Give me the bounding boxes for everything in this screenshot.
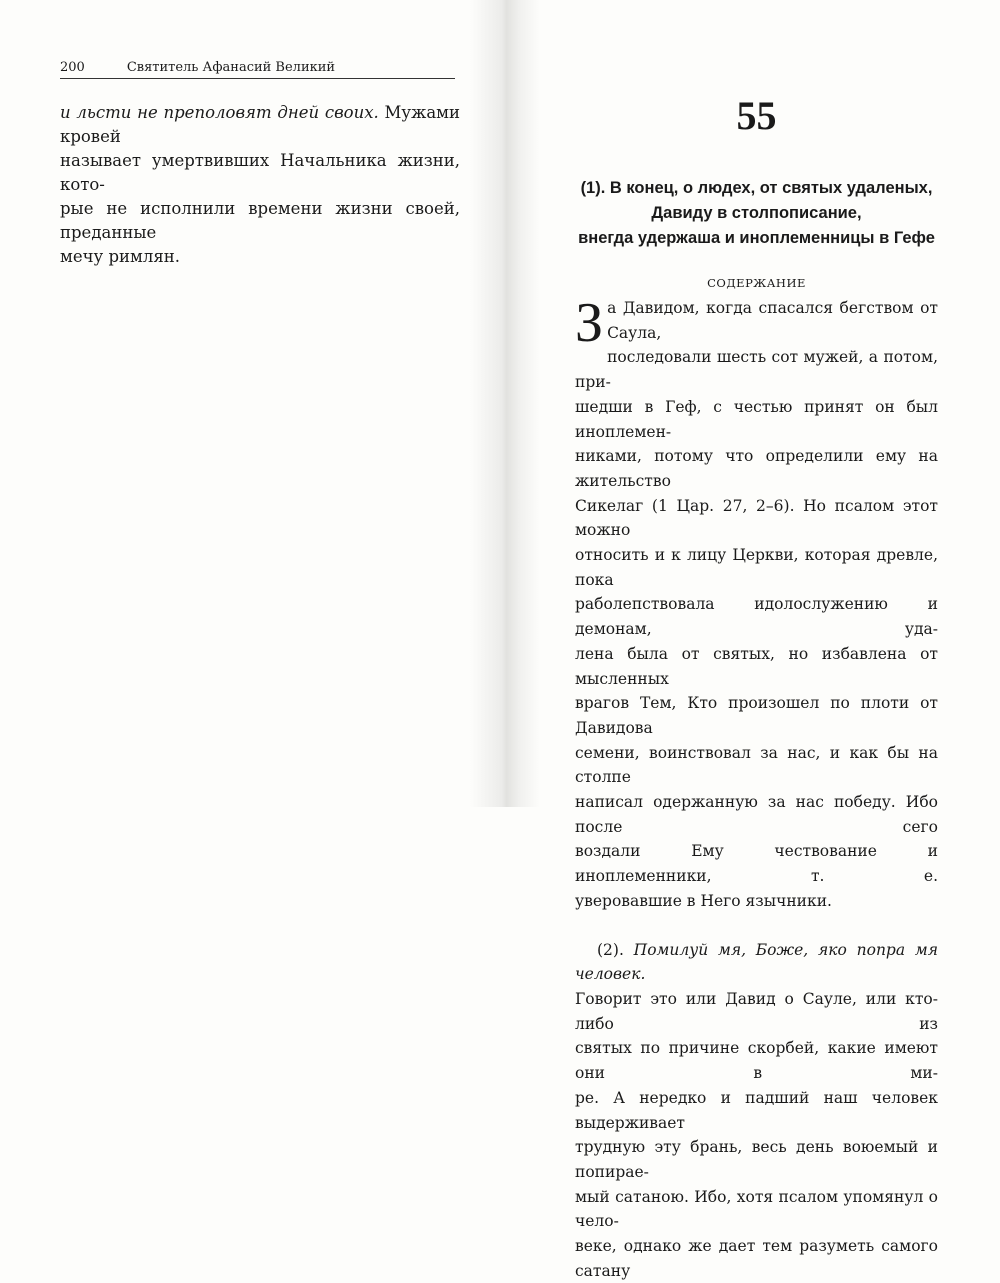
text-line: рые не исполнили времени жизни своей, преданные bbox=[60, 199, 460, 242]
paragraph-gap bbox=[575, 914, 938, 938]
contents-label: СОДЕРЖАНИЕ bbox=[707, 276, 806, 290]
text-line: шедши в Геф, с честью принят он был иноплемен- bbox=[575, 397, 938, 441]
title-line: Давиду в столпописание, bbox=[651, 204, 862, 222]
commentary-text bbox=[575, 292, 938, 1283]
text-line: трудную эту брань, весь день воюемый и попирае- bbox=[575, 1138, 938, 1181]
header-rule bbox=[60, 78, 455, 79]
text-line: раболепствовала идолослужению и демонам, уда- bbox=[575, 595, 938, 639]
text-line: никами, потому что определили ему на жительство bbox=[575, 447, 938, 490]
text-line: Говорит это или Давид о Сауле, или кто-либо из bbox=[575, 989, 938, 1033]
text-line: святых по причине скорбей, какие имеют они в ми- bbox=[575, 1039, 938, 1083]
text-line: мый сатаною. Ибо, хотя псалом упомянул о чело- bbox=[575, 1187, 938, 1231]
page-number: 200 bbox=[60, 60, 85, 75]
text-line: лена была от святых, но избавлена от мысленных bbox=[575, 644, 938, 688]
text-line: воздали Ему чествование и иноплеменники, т. е. bbox=[575, 842, 938, 886]
text-line: уверовавшие в Него язычники. bbox=[575, 891, 832, 910]
text-line: веке, однако же дает тем разуметь самого сатану bbox=[575, 1237, 938, 1280]
running-title: Святитель Афанасий Великий bbox=[126, 60, 336, 75]
text-line: последовали шесть сот мужей, а потом, при- bbox=[575, 348, 938, 392]
text-line: ре. А нередко и падший наш человек выдерживает bbox=[575, 1088, 938, 1132]
text-line: Сикелаг (1 Цар. 27, 2–6). Но псалом этот можно bbox=[575, 496, 938, 540]
left-page-text bbox=[60, 101, 460, 269]
book-gutter bbox=[470, 0, 540, 807]
text-line: относить и к лицу Церкви, которая древле, пока bbox=[575, 546, 938, 589]
running-head bbox=[60, 60, 460, 75]
text-line: семени, воинствовал за нас, и как бы на столпе bbox=[575, 743, 938, 787]
text-line: а Давидом, когда спасался бегством от Саула, bbox=[607, 299, 938, 342]
drop-cap: З bbox=[575, 292, 604, 354]
title-line: (1). В конец, о людех, от святых удаленых, bbox=[580, 179, 933, 197]
text-line: написал одержанную за нас победу. Ибо после сего bbox=[575, 793, 938, 836]
text-line: и льсти не преполовят дней своих. Мужами кровей bbox=[60, 103, 460, 146]
text-line: мечу римлян. bbox=[60, 247, 180, 266]
left-page bbox=[60, 60, 460, 269]
text-line: врагов Тем, Кто произошел по плоти от Давидова bbox=[575, 694, 938, 737]
text-line: называет умертвивших Начальника жизни, кото- bbox=[60, 151, 460, 194]
psalm-number: 55 bbox=[736, 93, 777, 138]
psalm-title bbox=[575, 176, 938, 251]
text-line: (2). Помилуй мя, Боже, яко попра мя человек. bbox=[575, 940, 938, 984]
title-line: внегда удержаша и иноплеменницы в Гефе bbox=[578, 229, 935, 247]
